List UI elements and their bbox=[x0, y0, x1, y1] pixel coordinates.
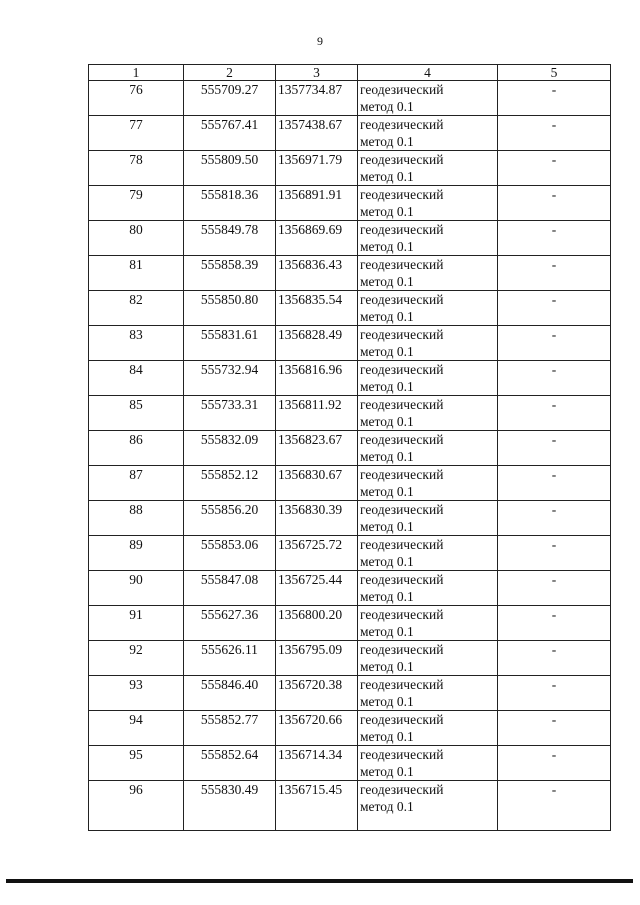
y-coordinate-text: 1356830.39 bbox=[278, 502, 343, 517]
x-coordinate-cell bbox=[184, 781, 276, 831]
note-cell bbox=[498, 116, 611, 151]
note-text: - bbox=[551, 572, 557, 587]
point-number-text: 82 bbox=[129, 292, 143, 307]
method-text: геодезический bbox=[360, 467, 444, 482]
y-coordinate-cell bbox=[276, 711, 358, 746]
x-coordinate-text: 555830.49 bbox=[200, 782, 259, 797]
table-row bbox=[89, 256, 611, 291]
x-coordinate-text: 555818.36 bbox=[200, 187, 259, 202]
method-cell bbox=[358, 466, 498, 501]
method-cell bbox=[358, 431, 498, 466]
table-row bbox=[89, 291, 611, 326]
point-number-cell bbox=[89, 676, 184, 711]
point-number-text: 94 bbox=[129, 712, 143, 727]
note-cell bbox=[498, 746, 611, 781]
note-cell bbox=[498, 466, 611, 501]
note-text: - bbox=[551, 677, 557, 692]
method-text: геодезический bbox=[360, 572, 444, 587]
note-text: - bbox=[551, 117, 557, 132]
method-cell bbox=[358, 361, 498, 396]
note-cell bbox=[498, 326, 611, 361]
point-number-text: 85 bbox=[129, 397, 143, 412]
point-number-cell bbox=[89, 256, 184, 291]
table-row bbox=[89, 676, 611, 711]
method-cell bbox=[358, 326, 498, 361]
point-number-cell bbox=[89, 781, 184, 831]
point-number-cell bbox=[89, 151, 184, 186]
table-row bbox=[89, 151, 611, 186]
y-coordinate-text: 1356823.67 bbox=[278, 432, 343, 447]
point-number-cell bbox=[89, 641, 184, 676]
x-coordinate-text: 555832.09 bbox=[200, 432, 259, 447]
note-text: - bbox=[551, 642, 557, 657]
table-row bbox=[89, 326, 611, 361]
y-coordinate-text: 1356828.49 bbox=[278, 327, 343, 342]
y-coordinate-cell bbox=[276, 116, 358, 151]
y-coordinate-cell bbox=[276, 571, 358, 606]
note-cell bbox=[498, 151, 611, 186]
y-coordinate-cell bbox=[276, 606, 358, 641]
x-coordinate-cell bbox=[184, 536, 276, 571]
x-coordinate-cell bbox=[184, 221, 276, 256]
method-text: метод 0.1 bbox=[360, 134, 414, 149]
column-header: 5 bbox=[498, 65, 611, 81]
method-cell bbox=[358, 396, 498, 431]
point-number-cell bbox=[89, 186, 184, 221]
method-text: геодезический bbox=[360, 292, 444, 307]
y-coordinate-text: 1356836.43 bbox=[278, 257, 343, 272]
point-number-cell bbox=[89, 431, 184, 466]
y-coordinate-cell bbox=[276, 221, 358, 256]
method-cell bbox=[358, 676, 498, 711]
note-cell bbox=[498, 501, 611, 536]
point-number-cell bbox=[89, 326, 184, 361]
point-number-cell bbox=[89, 711, 184, 746]
point-number-text: 87 bbox=[129, 467, 143, 482]
method-text: геодезический bbox=[360, 607, 444, 622]
method-text: геодезический bbox=[360, 362, 444, 377]
y-coordinate-cell bbox=[276, 501, 358, 536]
point-number-cell bbox=[89, 536, 184, 571]
y-coordinate-cell bbox=[276, 81, 358, 116]
y-coordinate-text: 1356835.54 bbox=[278, 292, 343, 307]
x-coordinate-cell bbox=[184, 81, 276, 116]
note-text: - bbox=[551, 222, 557, 237]
method-text: геодезический bbox=[360, 782, 444, 797]
table-row bbox=[89, 746, 611, 781]
x-coordinate-cell bbox=[184, 641, 276, 676]
x-coordinate-cell bbox=[184, 396, 276, 431]
y-coordinate-text: 1356811.92 bbox=[278, 397, 342, 412]
y-coordinate-cell bbox=[276, 151, 358, 186]
note-text: - bbox=[551, 327, 557, 342]
table-row bbox=[89, 536, 611, 571]
point-number-text: 84 bbox=[129, 362, 143, 377]
point-number-cell bbox=[89, 466, 184, 501]
method-text: геодезический bbox=[360, 117, 444, 132]
point-number-text: 90 bbox=[129, 572, 143, 587]
method-text: метод 0.1 bbox=[360, 624, 414, 639]
y-coordinate-text: 1356830.67 bbox=[278, 467, 343, 482]
note-cell bbox=[498, 431, 611, 466]
x-coordinate-cell bbox=[184, 466, 276, 501]
point-number-text: 80 bbox=[129, 222, 143, 237]
y-coordinate-cell bbox=[276, 641, 358, 676]
x-coordinate-cell bbox=[184, 291, 276, 326]
point-number-text: 91 bbox=[129, 607, 143, 622]
x-coordinate-cell bbox=[184, 606, 276, 641]
point-number-cell bbox=[89, 81, 184, 116]
point-number-text: 76 bbox=[129, 82, 143, 97]
y-coordinate-cell bbox=[276, 781, 358, 831]
y-coordinate-text: 1356816.96 bbox=[278, 362, 343, 377]
point-number-text: 77 bbox=[129, 117, 143, 132]
table-row bbox=[89, 571, 611, 606]
x-coordinate-text: 555732.94 bbox=[200, 362, 259, 377]
table-row bbox=[89, 221, 611, 256]
x-coordinate-text: 555853.06 bbox=[200, 537, 259, 552]
note-text: - bbox=[551, 292, 557, 307]
note-cell bbox=[498, 781, 611, 831]
method-text: метод 0.1 bbox=[360, 659, 414, 674]
page-number: 9 bbox=[317, 34, 323, 48]
note-text: - bbox=[551, 782, 557, 797]
x-coordinate-text: 555831.61 bbox=[200, 327, 259, 342]
x-coordinate-cell bbox=[184, 501, 276, 536]
method-text: геодезический bbox=[360, 712, 444, 727]
method-text: метод 0.1 bbox=[360, 169, 414, 184]
method-text: геодезический bbox=[360, 222, 444, 237]
table-row bbox=[89, 81, 611, 116]
method-text: метод 0.1 bbox=[360, 799, 414, 814]
y-coordinate-cell bbox=[276, 326, 358, 361]
x-coordinate-text: 555849.78 bbox=[200, 222, 259, 237]
x-coordinate-text: 555626.11 bbox=[201, 642, 258, 657]
method-text: геодезический bbox=[360, 327, 444, 342]
x-coordinate-cell bbox=[184, 431, 276, 466]
note-text: - bbox=[551, 502, 557, 517]
point-number-cell bbox=[89, 501, 184, 536]
bottom-rule bbox=[6, 879, 633, 883]
table-row bbox=[89, 501, 611, 536]
y-coordinate-text: 1356720.66 bbox=[278, 712, 343, 727]
x-coordinate-text: 555856.20 bbox=[200, 502, 259, 517]
note-cell bbox=[498, 641, 611, 676]
point-number-cell bbox=[89, 291, 184, 326]
method-cell bbox=[358, 536, 498, 571]
y-coordinate-cell bbox=[276, 746, 358, 781]
x-coordinate-text: 555709.27 bbox=[200, 82, 259, 97]
point-number-text: 86 bbox=[129, 432, 143, 447]
note-text: - bbox=[551, 362, 557, 377]
y-coordinate-cell bbox=[276, 256, 358, 291]
method-text: геодезический bbox=[360, 152, 444, 167]
table-header-row bbox=[89, 65, 611, 81]
y-coordinate-cell bbox=[276, 396, 358, 431]
y-coordinate-text: 1356715.45 bbox=[278, 782, 343, 797]
method-text: геодезический bbox=[360, 82, 444, 97]
table-row bbox=[89, 711, 611, 746]
method-text: метод 0.1 bbox=[360, 309, 414, 324]
point-number-text: 92 bbox=[129, 642, 143, 657]
point-number-text: 89 bbox=[129, 537, 143, 552]
method-cell bbox=[358, 221, 498, 256]
point-number-cell bbox=[89, 746, 184, 781]
x-coordinate-text: 555809.50 bbox=[200, 152, 259, 167]
y-coordinate-text: 1356795.09 bbox=[278, 642, 343, 657]
method-cell bbox=[358, 501, 498, 536]
point-number-text: 95 bbox=[129, 747, 143, 762]
column-header: 1 bbox=[89, 65, 184, 81]
note-cell bbox=[498, 186, 611, 221]
y-coordinate-cell bbox=[276, 186, 358, 221]
method-text: метод 0.1 bbox=[360, 484, 414, 499]
y-coordinate-text: 1356720.38 bbox=[278, 677, 343, 692]
method-text: метод 0.1 bbox=[360, 379, 414, 394]
table-row bbox=[89, 641, 611, 676]
note-text: - bbox=[551, 537, 557, 552]
y-coordinate-cell bbox=[276, 466, 358, 501]
y-coordinate-text: 1356714.34 bbox=[278, 747, 343, 762]
method-text: метод 0.1 bbox=[360, 414, 414, 429]
method-cell bbox=[358, 81, 498, 116]
method-cell bbox=[358, 711, 498, 746]
y-coordinate-text: 1356725.44 bbox=[278, 572, 343, 587]
method-text: метод 0.1 bbox=[360, 239, 414, 254]
x-coordinate-text: 555847.08 bbox=[200, 572, 259, 587]
note-text: - bbox=[551, 712, 557, 727]
x-coordinate-text: 555852.12 bbox=[200, 467, 259, 482]
x-coordinate-text: 555850.80 bbox=[200, 292, 259, 307]
x-coordinate-text: 555858.39 bbox=[200, 257, 259, 272]
note-text: - bbox=[551, 747, 557, 762]
table-row bbox=[89, 466, 611, 501]
method-text: геодезический bbox=[360, 432, 444, 447]
table-row bbox=[89, 186, 611, 221]
y-coordinate-text: 1356971.79 bbox=[278, 152, 343, 167]
point-number-cell bbox=[89, 116, 184, 151]
method-text: метод 0.1 bbox=[360, 204, 414, 219]
method-text: метод 0.1 bbox=[360, 764, 414, 779]
point-number-cell bbox=[89, 571, 184, 606]
method-text: геодезический bbox=[360, 397, 444, 412]
note-cell bbox=[498, 396, 611, 431]
method-text: метод 0.1 bbox=[360, 694, 414, 709]
point-number-cell bbox=[89, 221, 184, 256]
method-text: метод 0.1 bbox=[360, 729, 414, 744]
method-cell bbox=[358, 746, 498, 781]
point-number-text: 79 bbox=[129, 187, 143, 202]
y-coordinate-cell bbox=[276, 431, 358, 466]
table-row bbox=[89, 361, 611, 396]
point-number-cell bbox=[89, 606, 184, 641]
method-text: метод 0.1 bbox=[360, 554, 414, 569]
point-number-text: 81 bbox=[129, 257, 143, 272]
note-cell bbox=[498, 221, 611, 256]
x-coordinate-text: 555733.31 bbox=[200, 397, 259, 412]
method-cell bbox=[358, 116, 498, 151]
x-coordinate-cell bbox=[184, 151, 276, 186]
x-coordinate-cell bbox=[184, 326, 276, 361]
x-coordinate-cell bbox=[184, 256, 276, 291]
method-text: метод 0.1 bbox=[360, 589, 414, 604]
table-row bbox=[89, 781, 611, 831]
note-text: - bbox=[551, 257, 557, 272]
note-cell bbox=[498, 536, 611, 571]
point-number-text: 88 bbox=[129, 502, 143, 517]
method-cell bbox=[358, 781, 498, 831]
x-coordinate-cell bbox=[184, 676, 276, 711]
table-row bbox=[89, 606, 611, 641]
column-header: 3 bbox=[276, 65, 358, 81]
table-body bbox=[89, 81, 611, 831]
y-coordinate-text: 1356800.20 bbox=[278, 607, 343, 622]
note-text: - bbox=[551, 82, 557, 97]
x-coordinate-cell bbox=[184, 186, 276, 221]
note-text: - bbox=[551, 467, 557, 482]
method-text: геодезический bbox=[360, 642, 444, 657]
x-coordinate-cell bbox=[184, 746, 276, 781]
coordinates-table bbox=[88, 64, 611, 831]
note-cell bbox=[498, 676, 611, 711]
y-coordinate-text: 1356891.91 bbox=[278, 187, 343, 202]
point-number-text: 96 bbox=[129, 782, 143, 797]
x-coordinate-cell bbox=[184, 361, 276, 396]
note-text: - bbox=[551, 152, 557, 167]
x-coordinate-cell bbox=[184, 116, 276, 151]
note-cell bbox=[498, 571, 611, 606]
point-number-text: 78 bbox=[129, 152, 143, 167]
method-text: геодезический bbox=[360, 187, 444, 202]
y-coordinate-text: 1356869.69 bbox=[278, 222, 343, 237]
y-coordinate-text: 1357438.67 bbox=[278, 117, 343, 132]
point-number-cell bbox=[89, 396, 184, 431]
note-text: - bbox=[551, 432, 557, 447]
method-cell bbox=[358, 606, 498, 641]
note-cell bbox=[498, 606, 611, 641]
note-cell bbox=[498, 361, 611, 396]
column-header: 2 bbox=[184, 65, 276, 81]
point-number-text: 83 bbox=[129, 327, 143, 342]
note-cell bbox=[498, 256, 611, 291]
table-row bbox=[89, 431, 611, 466]
y-coordinate-cell bbox=[276, 291, 358, 326]
table-row bbox=[89, 396, 611, 431]
method-text: геодезический bbox=[360, 257, 444, 272]
method-cell bbox=[358, 571, 498, 606]
column-header: 4 bbox=[358, 65, 498, 81]
note-text: - bbox=[551, 187, 557, 202]
y-coordinate-cell bbox=[276, 361, 358, 396]
method-cell bbox=[358, 641, 498, 676]
method-cell bbox=[358, 151, 498, 186]
y-coordinate-cell bbox=[276, 536, 358, 571]
note-text: - bbox=[551, 607, 557, 622]
method-text: геодезический bbox=[360, 537, 444, 552]
table-row bbox=[89, 116, 611, 151]
method-cell bbox=[358, 186, 498, 221]
x-coordinate-text: 555627.36 bbox=[200, 607, 259, 622]
method-text: метод 0.1 bbox=[360, 449, 414, 464]
x-coordinate-cell bbox=[184, 571, 276, 606]
note-text: - bbox=[551, 397, 557, 412]
x-coordinate-text: 555852.77 bbox=[200, 712, 259, 727]
point-number-cell bbox=[89, 361, 184, 396]
note-cell bbox=[498, 291, 611, 326]
method-text: метод 0.1 bbox=[360, 344, 414, 359]
x-coordinate-text: 555767.41 bbox=[200, 117, 259, 132]
method-text: геодезический bbox=[360, 502, 444, 517]
point-number-text: 93 bbox=[129, 677, 143, 692]
y-coordinate-cell bbox=[276, 676, 358, 711]
method-cell bbox=[358, 256, 498, 291]
method-text: метод 0.1 bbox=[360, 274, 414, 289]
method-text: геодезический bbox=[360, 747, 444, 762]
method-cell bbox=[358, 291, 498, 326]
y-coordinate-text: 1357734.87 bbox=[278, 82, 343, 97]
x-coordinate-text: 555846.40 bbox=[200, 677, 259, 692]
y-coordinate-text: 1356725.72 bbox=[278, 537, 343, 552]
x-coordinate-text: 555852.64 bbox=[200, 747, 259, 762]
method-text: метод 0.1 bbox=[360, 519, 414, 534]
note-cell bbox=[498, 81, 611, 116]
x-coordinate-cell bbox=[184, 711, 276, 746]
method-text: геодезический bbox=[360, 677, 444, 692]
method-text: метод 0.1 bbox=[360, 99, 414, 114]
note-cell bbox=[498, 711, 611, 746]
